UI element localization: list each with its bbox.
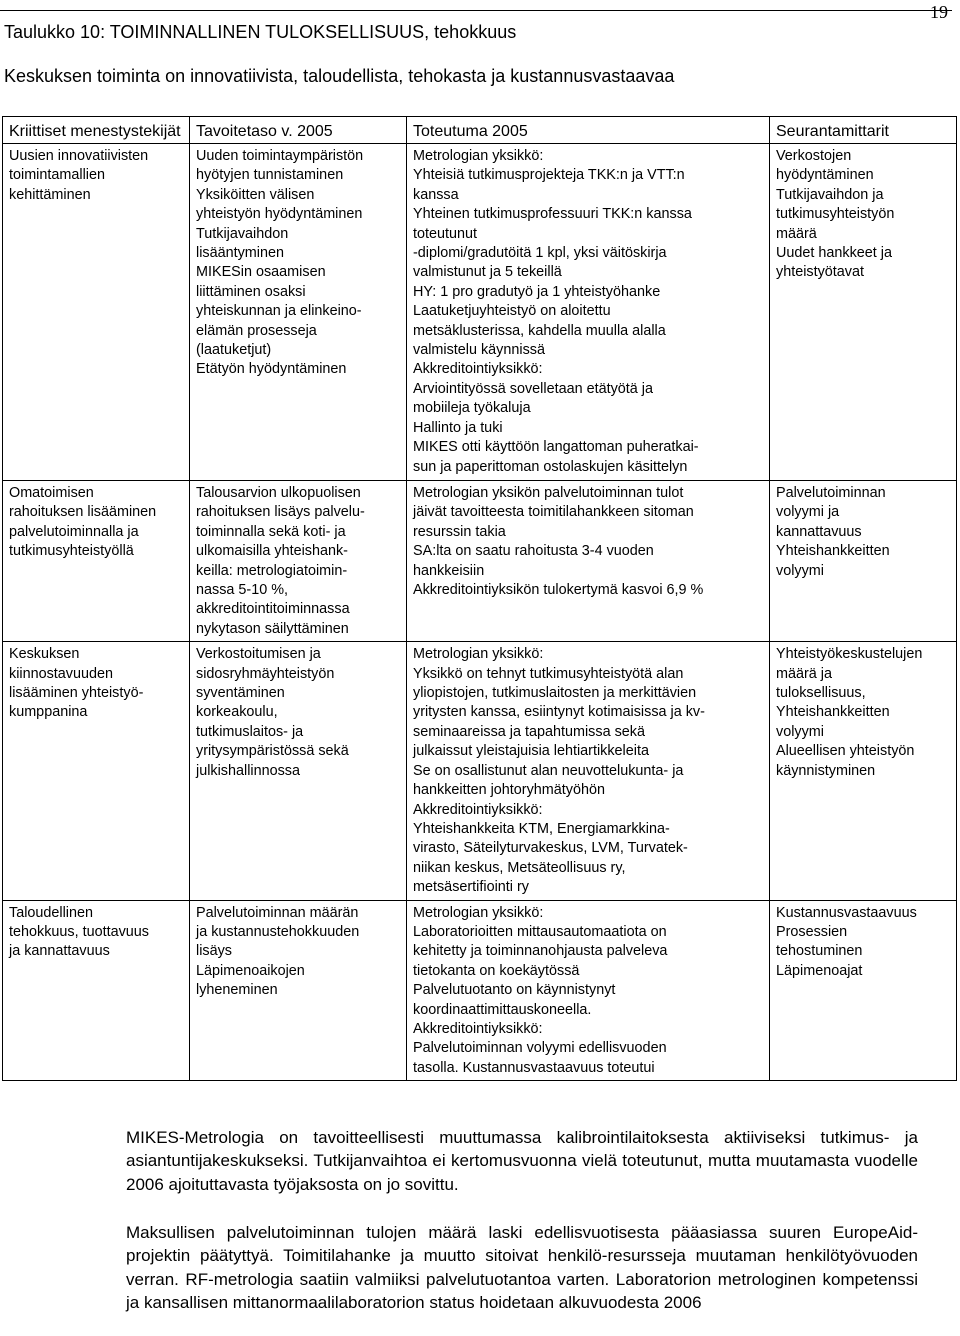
actual-cell bbox=[407, 144, 770, 481]
factor-cell: Keskuksen kiinnostavuuden lisääminen yhteistyö- kumppanina bbox=[3, 642, 190, 900]
actual-text: Metrologian yksikön palvelutoiminnan tulot jäivät tavoitteesta toimitilahankkeen sitoman resurssin takia SA:lta on saatu rahoitusta 3-4 vuoden hankkeisiin Akkreditointiyksikön tulokertymä kasvoi 6,9 % bbox=[413, 485, 704, 599]
actual-text: Arviointityössä sovelletaan etätyötä ja mobiileja työkaluja bbox=[413, 380, 653, 417]
metrics-cell: Kustannusvastaavuus Prosessien tehostuminen Läpimenoajat bbox=[770, 900, 957, 1081]
unit-label: Hallinto ja tuki bbox=[413, 419, 503, 436]
actual-cell bbox=[407, 642, 770, 900]
table-row bbox=[3, 900, 957, 1081]
page-number: 19 bbox=[930, 2, 948, 22]
table-header-row bbox=[3, 117, 957, 144]
results-table bbox=[2, 116, 957, 1081]
unit-label: Metrologian yksikkö: bbox=[413, 904, 544, 921]
metrics-cell: Yhteistyökeskustelujen määrä ja tuloksellisuus, Yhteishankkeitten volyymi Alueellisen yhteistyön käynnistyminen bbox=[770, 642, 957, 900]
actual-text: Yhteishankkeita KTM, Energiamarkkina- virasto, Säteilyturvakeskus, LVM, Turvatek- niikan keskus, Metsäteollisuus ry, metsäsertifiointi ry bbox=[413, 820, 688, 896]
unit-label: Akkreditointiyksikkö: bbox=[413, 1020, 543, 1037]
table-title: Taulukko 10: TOIMINNALLINEN TULOKSELLISUUS, tehokkuus bbox=[4, 22, 517, 42]
metrics-cell: Verkostojen hyödyntäminen Tutkijavaihdon ja tutkimusyhteistyön määrä Uudet hankkeet ja yhteistyötavat bbox=[770, 144, 957, 481]
unit-label: Metrologian yksikkö: bbox=[413, 148, 544, 164]
actual-text: Yksikkö on tehnyt tutkimusyhteistyötä alan yliopistojen, tutkimuslaitosten ja merkittävien yritysten kanssa, esiintynyt kotimaisissa ja kv- seminaareissa ja tapahtumissa sekä julkaissut yleistajuisia lehtiartikkeleita Se on osallistunut alan neuvottelukunta- ja hankkeitten johtoryhmätyöhön bbox=[413, 665, 705, 799]
header-actual: Toteutuma 2005 bbox=[407, 117, 770, 144]
unit-label: Metrologian yksikkö: bbox=[413, 646, 544, 663]
header-critical-factors: Kriittiset menestystekijät bbox=[3, 117, 190, 144]
factor-cell: Taloudellinen tehokkuus, tuottavuus ja kannattavuus bbox=[3, 900, 190, 1081]
table-subtitle: Keskuksen toiminta on innovatiivista, taloudellista, tehokasta ja kustannusvastaavaa bbox=[4, 66, 675, 86]
unit-label: Akkreditointiyksikkö: bbox=[413, 361, 543, 378]
actual-cell bbox=[407, 900, 770, 1081]
table-row bbox=[3, 144, 957, 481]
factor-cell: Omatoimisen rahoituksen lisääminen palvelutoiminnalla ja tutkimusyhteistyöllä bbox=[3, 481, 190, 642]
table-row bbox=[3, 481, 957, 642]
header-metrics: Seurantamittarit bbox=[770, 117, 957, 144]
body-paragraph: MIKES-Metrologia on tavoitteellisesti muuttumassa kalibrointilaitoksesta aktiiviseksi tutkimus- ja asiantuntijakeskukseksi. Tutkijanvaihtoa ei kertomusvuonna vielä toteutunut, mutta muutamasta vuodelle 2006 ajoituttavasta työjaksosta on jo sovittu. bbox=[126, 1128, 918, 1194]
target-cell: Talousarvion ulkopuolisen rahoituksen lisäys palvelu- toiminnalla sekä koti- ja ulkomaisilla yhteishank- keilla: metrologiatoimin- nassa 5-10 %, akkreditointitoiminnassa nykytason säilyttäminen bbox=[190, 481, 407, 642]
top-rule bbox=[0, 10, 952, 11]
factor-cell: Uusien innovatiivisten toimintamallien kehittäminen bbox=[3, 144, 190, 481]
actual-text: Laboratorioitten mittausautomaatiota on kehitetty ja toiminnanohjausta palveleva tietokanta on koekäytössä Palvelutuotanto on käynnistynyt koordinaattimittauskoneella. bbox=[413, 923, 668, 1018]
target-cell: Verkostoitumisen ja sidosryhmäyhteistyön syventäminen korkeakoulu, tutkimuslaitos- ja yritysympäristössä sekä julkishallinnossa bbox=[190, 642, 407, 900]
actual-cell bbox=[407, 481, 770, 642]
actual-text: Palvelutoiminnan volyymi edellisvuoden tasolla. Kustannusvastaavuus toteutui bbox=[413, 1040, 667, 1076]
actual-text: Yhteisiä tutkimusprojekteja TKK:n ja VTT:n kanssa Yhteinen tutkimusprofessuuri TKK:n kanssa toteutunut -diplomi/gradutöitä 1 kpl, yksi väitöskirja valmistunut ja 5 tekeillä HY: 1 pro gradutyö ja 1 yhteistyöhanke Laatuketjuyhteistyö on aloitettu metsäklusterissa, kahdella muulla alalla valmistelu käynnissä bbox=[413, 167, 692, 359]
metrics-cell: Palvelutoiminnan volyymi ja kannattavuus Yhteishankkeitten volyymi bbox=[770, 481, 957, 642]
actual-text: MIKES otti käyttöön langattoman puheratkai- sun ja paperittoman ostolaskujen käsittelyn bbox=[413, 439, 699, 475]
table-row bbox=[3, 642, 957, 900]
target-cell: Palvelutoiminnan määrän ja kustannustehokkuuden lisäys Läpimenoaikojen lyheneminen bbox=[190, 900, 407, 1081]
header-target-level: Tavoitetaso v. 2005 bbox=[190, 117, 407, 144]
unit-label: Akkreditointiyksikkö: bbox=[413, 801, 543, 818]
target-cell: Uuden toimintaympäristön hyötyjen tunnistaminen Yksiköitten välisen yhteistyön hyödyntäminen Tutkijavaihdon lisääntyminen MIKESin osaamisen liittäminen osaksi yhteiskunnan ja elinkeino- elämän prosesseja (laatuketjut) Etätyön hyödyntäminen bbox=[190, 144, 407, 481]
body-paragraph: Maksullisen palvelutoiminnan tulojen määrä laski edellisvuotisesta pääasiassa suuren EuropeAid-projektin päätyttyä. Toimitilahanke ja muutto sitoivat henkilö-resursseja muutaman henkilötyövuoden verran. RF-metrologia saatiin valmiiksi palvelutuotantoa varten. Laboratorion metrologinen kompetenssi ja kansallisen mittanormaalilaboratorion status hoidetaan alkuvuodesta 2006 bbox=[126, 1223, 918, 1313]
